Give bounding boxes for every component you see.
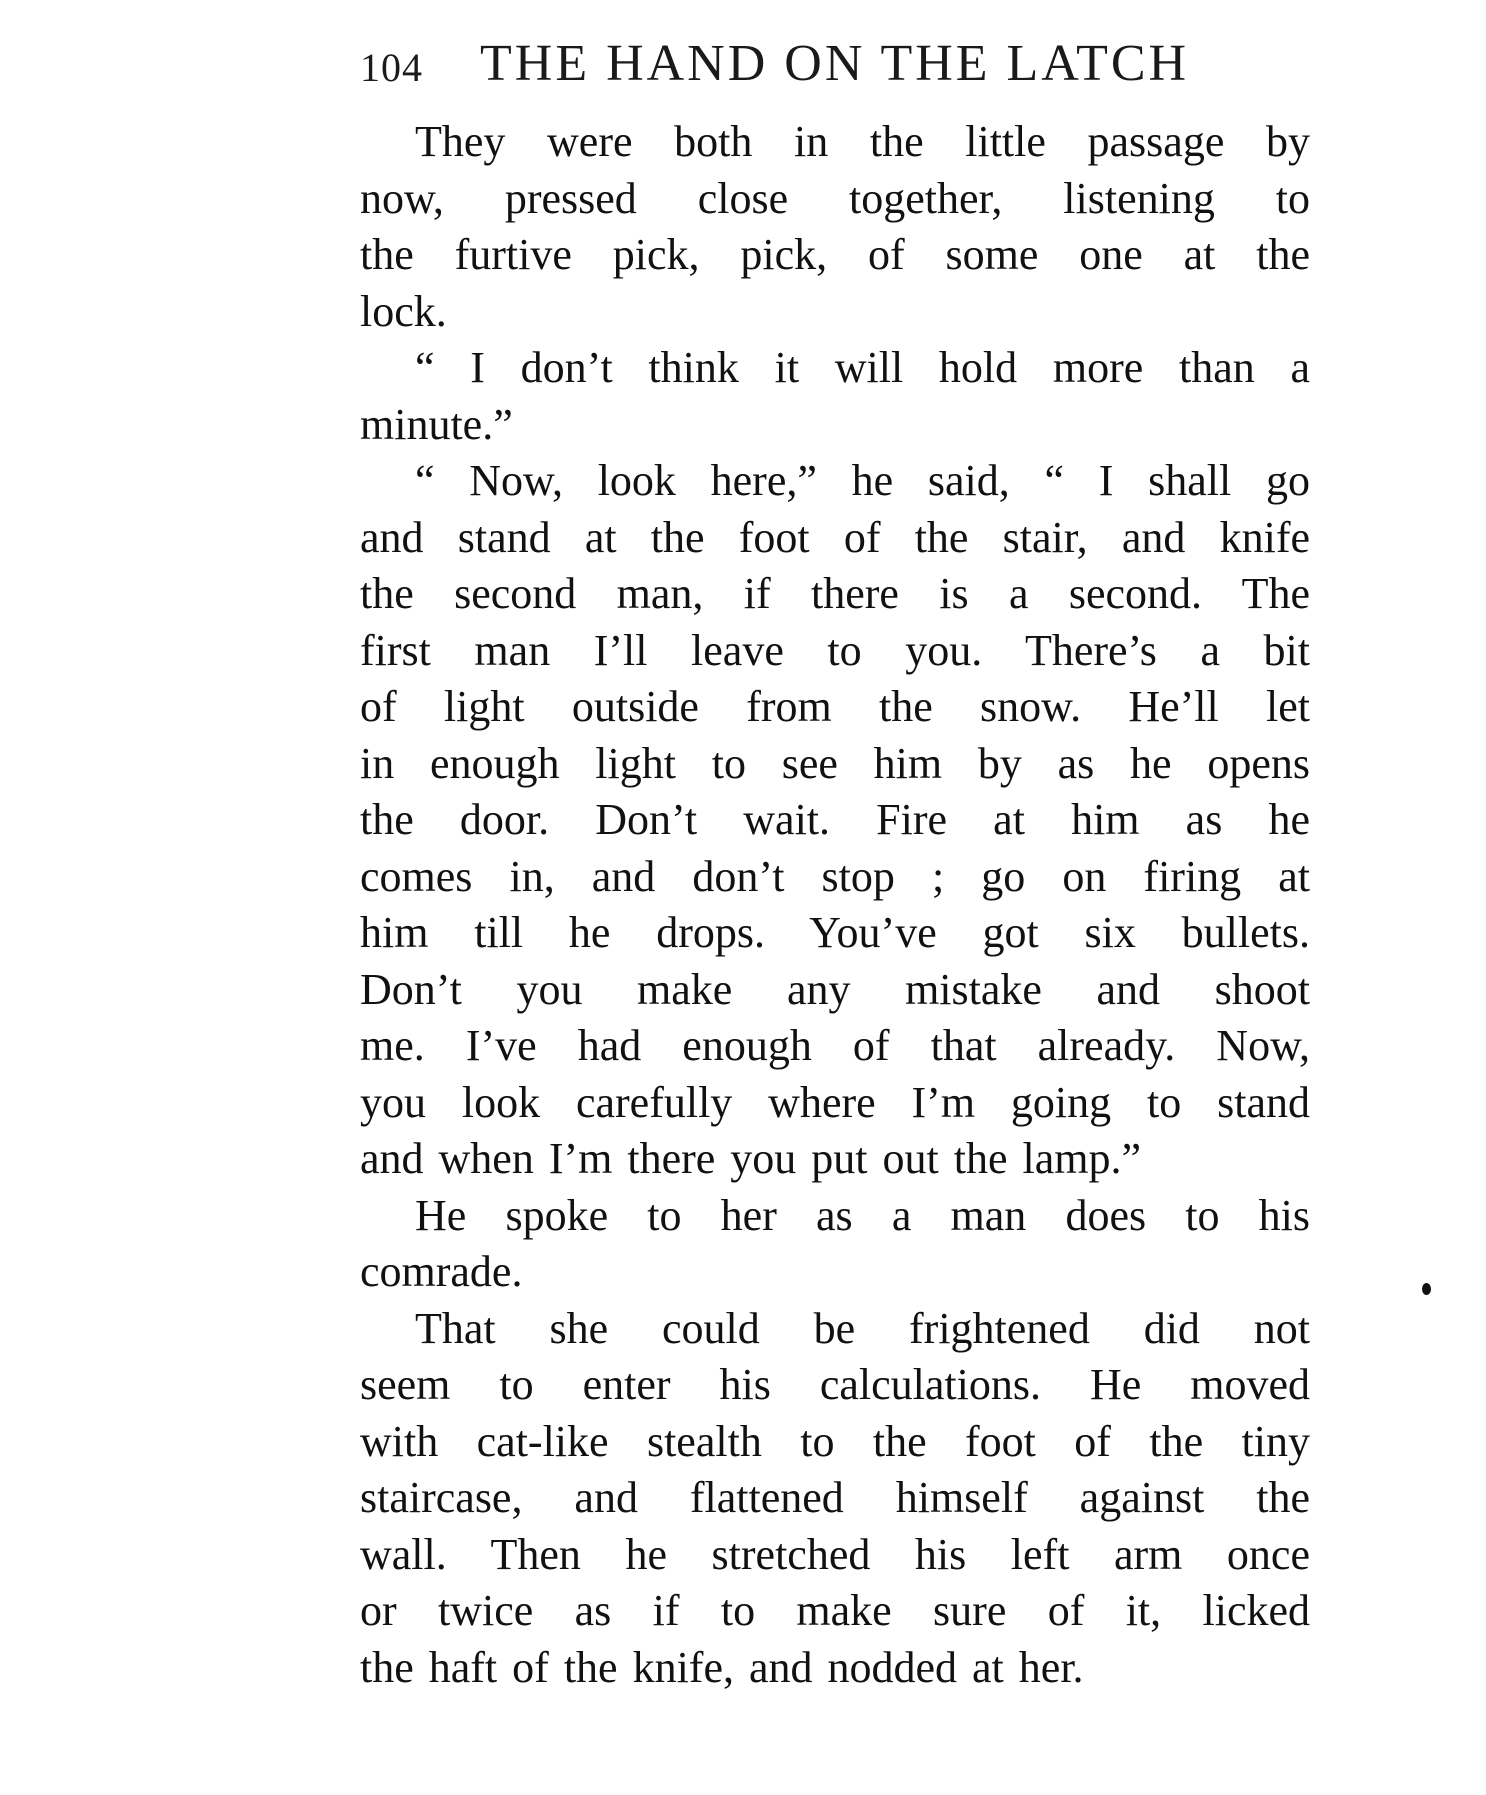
text-line: Don’t you make any mistake and shoot (360, 964, 1310, 1014)
text-line: and stand at the foot of the stair, and knife (360, 512, 1310, 562)
text-line: wall. Then he stretched his left arm once (360, 1529, 1310, 1579)
body-text (360, 114, 1310, 1696)
text-line: seem to enter his calculations. He moved (360, 1360, 1310, 1409)
text-line: with cat-like stealth to the foot of the tiny (360, 1416, 1310, 1466)
text-line: first man I’ll leave to you. There’s a bit (360, 625, 1310, 675)
text-line: or twice as if to make sure of it, licked (360, 1586, 1310, 1635)
text-line: the furtive pick, pick, of some one at the (360, 230, 1310, 279)
text-line: the haft of the knife, and nodded at her. (360, 1642, 1084, 1692)
text-line: him till he drops. You’ve got six bullets. (360, 908, 1310, 957)
text-line: you look carefully where I’m going to stand (360, 1077, 1310, 1127)
ink-speck (1422, 1283, 1431, 1295)
page-number: 104 (360, 45, 423, 90)
running-title: THE HAND ON THE LATCH (480, 35, 1190, 92)
text-line: That she could be frightened did not (415, 1303, 1310, 1353)
text-line: me. I’ve had enough of that already. Now, (360, 1021, 1310, 1070)
text-line: lock. (360, 286, 447, 336)
page-header (360, 34, 1310, 94)
text-line: and when I’m there you put out the lamp.” (360, 1134, 1142, 1183)
text-line: comrade. (360, 1247, 523, 1296)
text-line: He spoke to her as a man does to his (415, 1190, 1310, 1240)
text-line: They were both in the little passage by (415, 117, 1310, 166)
text-line: of light outside from the snow. He’ll let (360, 682, 1310, 731)
text-line: “ I don’t think it will hold more than a (415, 343, 1310, 392)
text-line: the door. Don’t wait. Fire at him as he (360, 795, 1310, 844)
text-line: “ Now, look here,” he said, “ I shall go (415, 456, 1310, 505)
text-line: minute.” (360, 399, 513, 449)
text-line: in enough light to see him by as he opens (360, 738, 1310, 788)
text-line: staircase, and flattened himself against the (360, 1473, 1310, 1522)
text-line: now, pressed close together, listening to (360, 173, 1310, 223)
text-line: comes in, and don’t stop ; go on firing at (360, 851, 1310, 901)
text-line: the second man, if there is a second. The (360, 569, 1310, 618)
